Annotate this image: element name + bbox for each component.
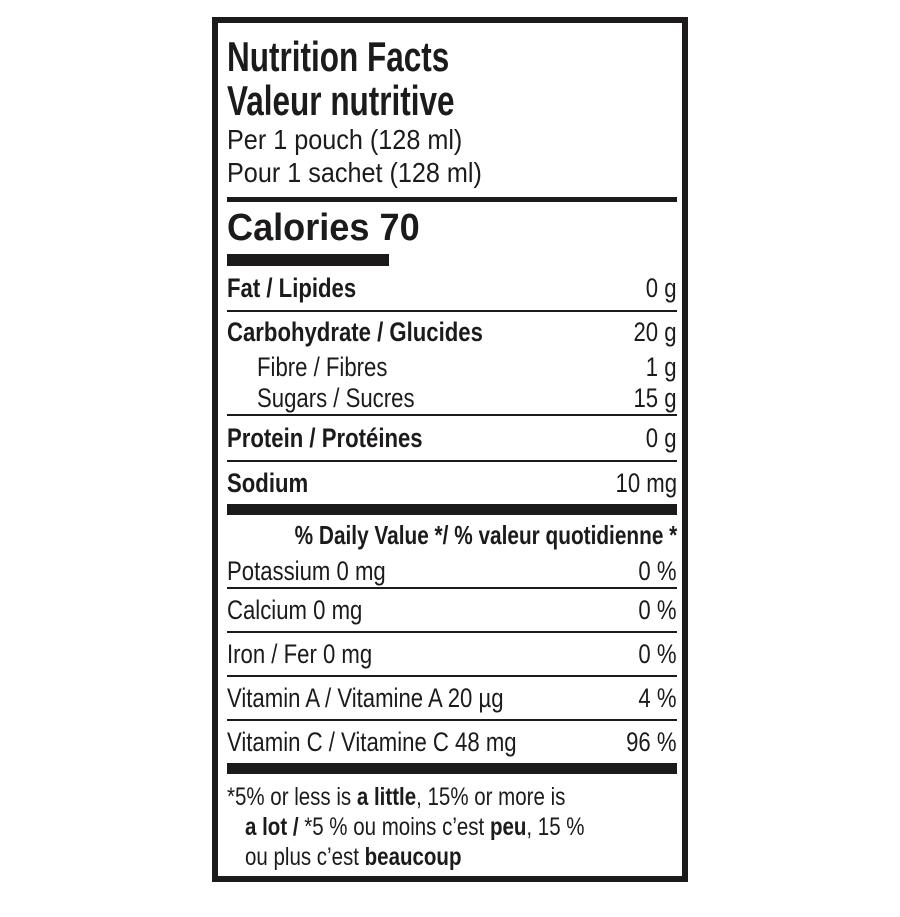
- footnote-line-1-text: [227, 782, 565, 812]
- nutrient-row-potassium: [227, 555, 677, 587]
- separator-thick-bar: [227, 504, 677, 515]
- footnote: [227, 782, 677, 872]
- footnote-text: ou plus c’est: [245, 843, 365, 871]
- footnote-text-bold: a lot /: [245, 813, 305, 841]
- calories-underline-bar: [227, 254, 389, 266]
- nutrient-value: 0 g: [646, 422, 677, 453]
- footnote-text-bold: a little: [356, 783, 417, 811]
- nutrient-value: 1 g: [646, 352, 677, 382]
- nutrient-name: Carbohydrate / Glucides: [227, 316, 483, 347]
- separator-medium-bar: [227, 197, 677, 202]
- nutrition-facts-label: [212, 17, 688, 882]
- nutrient-row-vitamin-a: [227, 677, 677, 719]
- nutrient-name: Sodium: [227, 467, 309, 498]
- nutrient-value: 10 mg: [615, 467, 677, 498]
- footnote-text-bold: peu: [489, 813, 527, 841]
- serving-size-fr: [227, 156, 677, 189]
- calories-text: [227, 208, 420, 248]
- footnote-text: *5% or less is: [227, 783, 357, 811]
- separator-thick-bar: [227, 763, 677, 774]
- daily-value-header: [227, 515, 677, 555]
- nutrient-value: 0 %: [638, 555, 677, 586]
- footnote-line-2: [227, 812, 677, 842]
- nutrient-name: Fat / Lipides: [227, 272, 357, 303]
- calories-label: Calories: [227, 207, 370, 249]
- calories-row: [227, 208, 677, 248]
- nutrient-row-vitamin-c: [227, 721, 677, 763]
- nutrient-name: Calcium 0 mg: [227, 594, 363, 625]
- serving-size-en-text: Per 1 pouch (128 ml): [227, 124, 463, 155]
- title-fr: [227, 79, 677, 123]
- nutrient-name: Protein / Protéines: [227, 422, 423, 453]
- nutrient-value: 15 g: [633, 383, 677, 413]
- footnote-text: , 15 %: [526, 813, 585, 841]
- nutrient-row-sodium: [227, 462, 677, 504]
- nutrient-value: 0 g: [646, 272, 677, 303]
- nutrient-value: 0 %: [638, 594, 677, 625]
- nutrient-value: 4 %: [638, 682, 677, 713]
- nutrient-name: Fibre / Fibres: [257, 352, 388, 382]
- serving-size-fr-text: Pour 1 sachet (128 ml): [227, 157, 482, 188]
- nutrient-row-fat: [227, 266, 677, 310]
- footnote-line-3: [227, 842, 677, 872]
- footnote-text: *5 % ou moins c’est: [304, 813, 490, 841]
- nutrient-row-sugars: [227, 383, 677, 414]
- nutrient-value: 20 g: [633, 316, 677, 347]
- title-en-text: Nutrition Facts: [227, 33, 450, 80]
- nutrient-name: Vitamin A / Vitamine A 20 µg: [227, 682, 504, 713]
- footnote-text: , 15% or more is: [416, 783, 566, 811]
- serving-size-en: [227, 123, 677, 156]
- title-fr-text: Valeur nutritive: [227, 77, 455, 124]
- nutrient-row-protein: [227, 416, 677, 460]
- nutrient-row-iron: [227, 633, 677, 675]
- nutrient-name: Iron / Fer 0 mg: [227, 638, 373, 669]
- nutrient-name: Vitamin C / Vitamine C 48 mg: [227, 726, 517, 757]
- footnote-line-2-text: [245, 812, 585, 842]
- footnote-text-bold: beaucoup: [364, 843, 462, 871]
- nutrient-name: Potassium 0 mg: [227, 555, 386, 586]
- nutrient-row-calcium: [227, 589, 677, 631]
- nutrient-value: 0 %: [638, 638, 677, 669]
- nutrient-row-fibre: [227, 352, 677, 383]
- footnote-line-1: [227, 782, 677, 812]
- calories-value: 70: [379, 207, 420, 249]
- nutrient-row-carbohydrate: [227, 312, 677, 352]
- footnote-line-3-text: [245, 842, 461, 872]
- nutrient-name: Sugars / Sucres: [257, 383, 415, 413]
- title-en: [227, 35, 677, 79]
- daily-value-header-text: % Daily Value */ % valeur quotidienne *: [294, 519, 677, 550]
- nutrient-value: 96 %: [626, 726, 677, 757]
